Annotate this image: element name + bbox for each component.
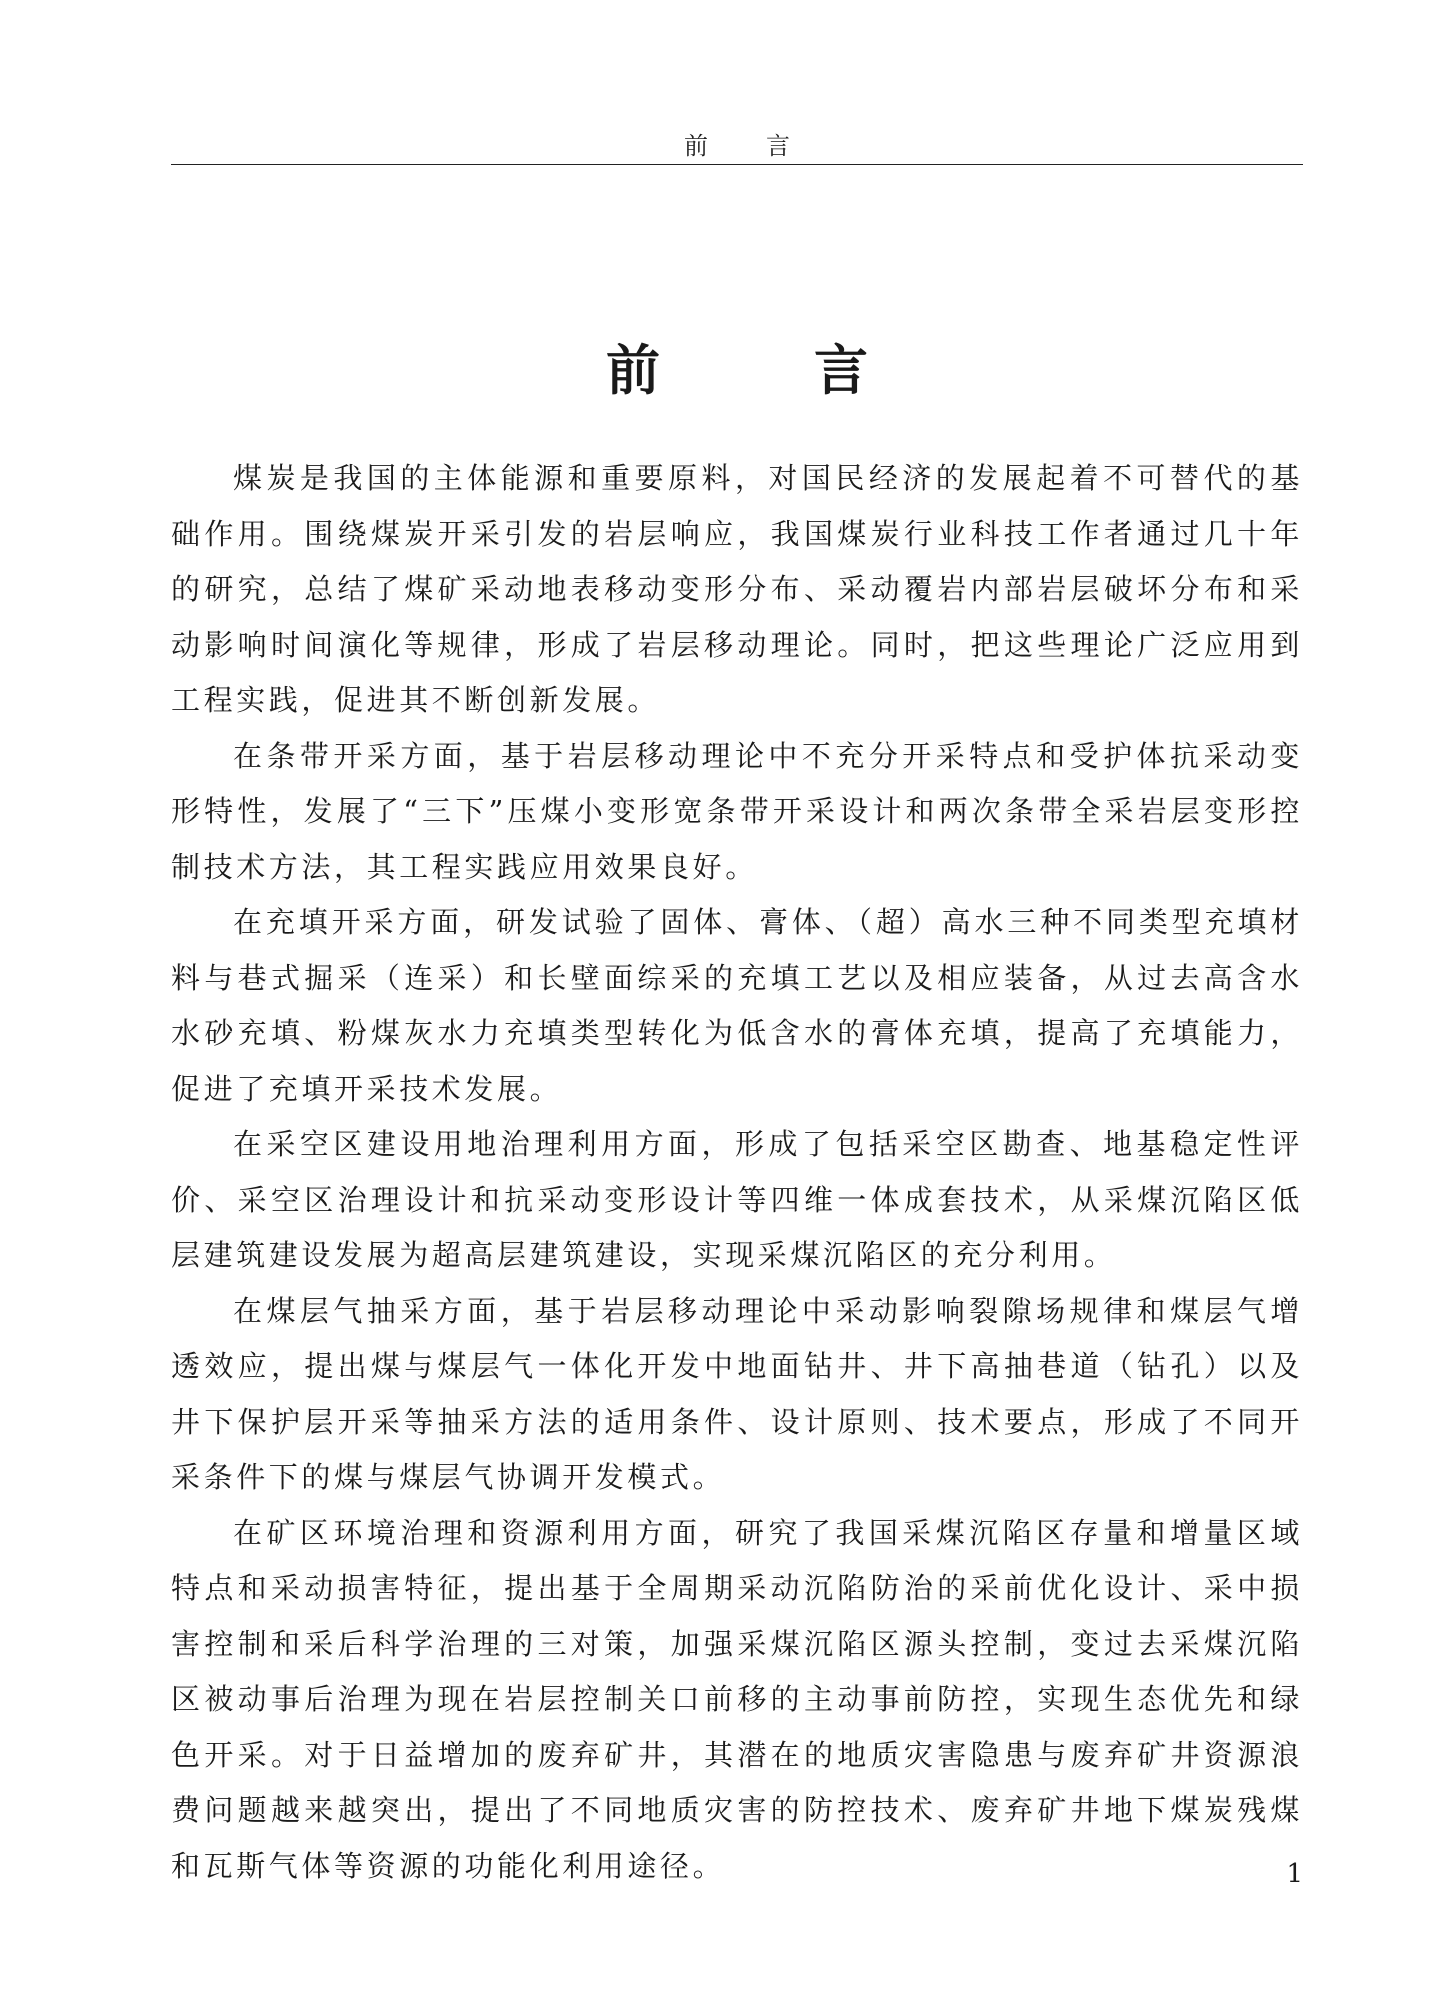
paragraph: 在煤层气抽采方面，基于岩层移动理论中采动影响裂隙场规律和煤层气增透效应，提出煤与煤层气一体化开发中地面钻井、井下高抽巷道（钻孔）以及井下保护层开采等抽采方法的适用条件、设计原则、技术要点，形成了不同开采条件下的煤与煤层气协调开发模式。 — [171, 1293, 1303, 1494]
body-text — [171, 451, 1303, 1894]
paragraph: 在条带开采方面，基于岩层移动理论中不充分开采特点和受护体抗采动变形特性，发展了“三下”压煤小变形宽条带开采设计和两次条带全采岩层变形控制技术方法，其工程实践应用效果良好。 — [171, 738, 1303, 884]
running-header: 前言 — [171, 128, 1303, 165]
paragraph: 在采空区建设用地治理利用方面，形成了包括采空区勘查、地基稳定性评价、采空区治理设计和抗采动变形设计等四维一体成套技术，从采煤沉陷区低层建筑建设发展为超高层建筑建设，实现采煤沉陷区的充分利用。 — [171, 1127, 1303, 1272]
paragraph: 在矿区环境治理和资源利用方面，研究了我国采煤沉陷区存量和增量区域特点和采动损害特征，提出基于全周期采动沉陷防治的采前优化设计、采中损害控制和采后科学治理的三对策，加强采煤沉陷区源头控制，变过去采煤沉陷区被动事后治理为现在岩层控制关口前移的主动事前防控，实现生态优先和绿色开采。对于日益增加的废弃矿井，其潜在的地质灾害隐患与废弃矿井资源浪费问题越来越突出，提出了不同地质灾害的防控技术、废弃矿井地下煤炭残煤和瓦斯气体等资源的功能化利用途径。 — [171, 1515, 1303, 1883]
paragraph: 煤炭是我国的主体能源和重要原料，对国民经济的发展起着不可替代的基础作用。围绕煤炭开采引发的岩层响应，我国煤炭行业科技工作者通过几十年的研究，总结了煤矿采动地表移动变形分布、采动覆岩内部岩层破坏分布和采动影响时间演化等规律，形成了岩层移动理论。同时，把这些理论广泛应用到工程实践，促进其不断创新发展。 — [171, 461, 1303, 717]
page-title: 前言 — [606, 338, 1022, 402]
page-number: 1 — [1286, 1859, 1303, 1889]
paragraph: 在充填开采方面，研发试验了固体、膏体、（超）高水三种不同类型充填材料与巷式掘采（连采）和长壁面综采的充填工艺以及相应装备，从过去高含水水砂充填、粉煤灰水力充填类型转化为低含水的膏体充填，提高了充填能力，促进了充填开采技术发展。 — [171, 905, 1303, 1106]
